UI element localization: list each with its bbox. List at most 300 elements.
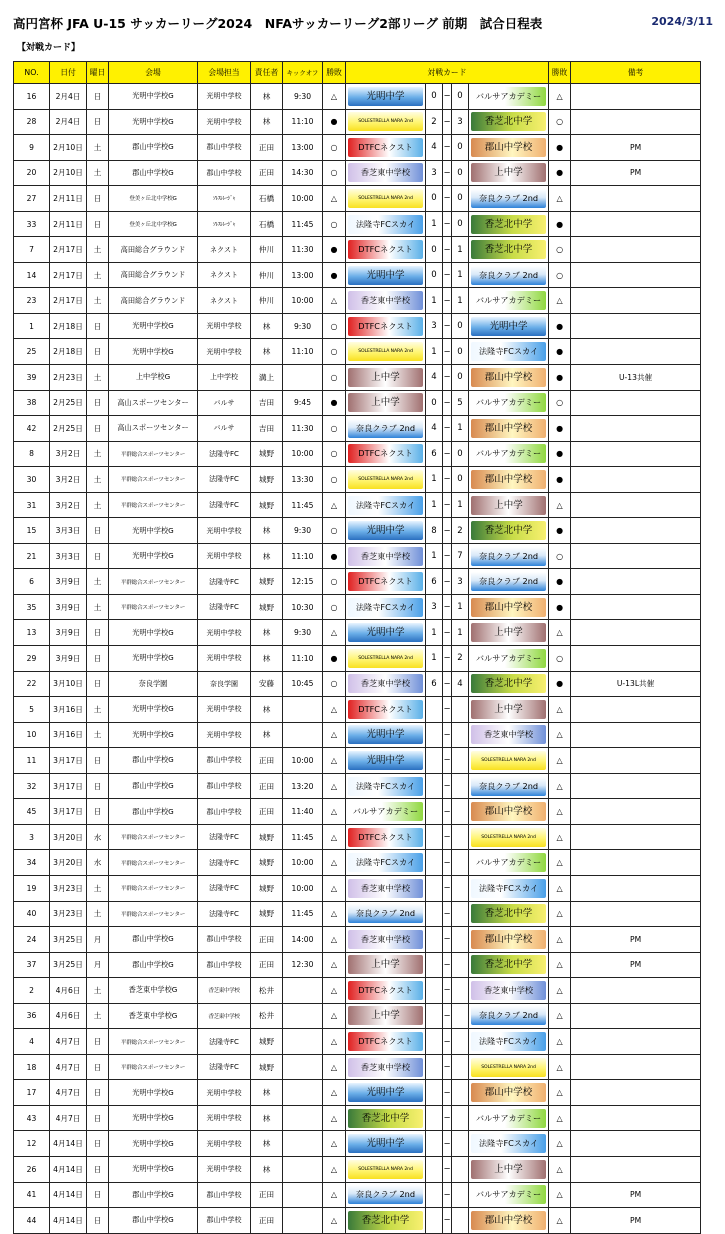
home-team-cell [346,467,426,493]
away-score: 4 [452,671,469,697]
home-result-mark: △ [323,799,346,825]
away-result-mark: △ [549,799,571,825]
away-team-cell [469,646,549,672]
home-score [426,1182,443,1208]
score-separator: − [443,365,452,391]
away-team-cell [469,1054,549,1080]
match-weekday: 土 [87,492,109,518]
responsible-person: 林 [251,84,283,110]
responsible-person: 正田 [251,773,283,799]
home-result-mark: △ [323,1080,346,1106]
match-date: 2月18日 [50,313,87,339]
home-result-mark: △ [323,773,346,799]
match-no: 17 [14,1080,50,1106]
home-team-cell [346,952,426,978]
match-date: 4月7日 [50,1105,87,1131]
home-result-mark: ○ [323,313,346,339]
kickoff-time: 11:45 [283,492,323,518]
match-date: 2月17日 [50,288,87,314]
home-result-mark: ○ [323,365,346,391]
match-date: 2月25日 [50,416,87,442]
away-score [452,875,469,901]
match-note [571,850,701,876]
kickoff-time [283,1182,323,1208]
away-score [452,697,469,723]
away-score: 0 [452,135,469,161]
match-no: 30 [14,467,50,493]
match-weekday: 日 [87,1182,109,1208]
score-separator: − [443,84,452,110]
match-weekday: 日 [87,339,109,365]
away-result-mark: ● [549,671,571,697]
match-row [14,850,701,876]
away-result-mark: △ [549,186,571,212]
match-row [14,390,701,416]
home-team-cell [346,365,426,391]
match-date: 4月6日 [50,1003,87,1029]
responsible-person: 正田 [251,927,283,953]
away-team-cell [469,1029,549,1055]
venue-host: ｿﾚｽﾚﾚｰｼﾞｬ [198,186,251,212]
kickoff-time: 11:45 [283,901,323,927]
away-team-cell [469,416,549,442]
home-team-cell [346,518,426,544]
kickoff-time: 11:10 [283,109,323,135]
match-weekday: 日 [87,186,109,212]
match-row [14,543,701,569]
match-date: 2月10日 [50,160,87,186]
home-score [426,799,443,825]
away-result-mark: △ [549,1029,571,1055]
match-date: 2月4日 [50,109,87,135]
away-score: 7 [452,543,469,569]
away-team-cell [469,160,549,186]
home-result-mark: △ [323,1003,346,1029]
away-score: 0 [452,441,469,467]
match-venue: 平群総合スポーツセンター [109,850,198,876]
match-venue: 郡山中学校G [109,1208,198,1234]
match-no: 1 [14,313,50,339]
venue-host: バルサ [198,416,251,442]
responsible-person: 城野 [251,824,283,850]
match-date: 3月25日 [50,952,87,978]
home-result-mark: △ [323,1182,346,1208]
away-team-cell [469,186,549,212]
venue-host: 香芝東中学校 [198,978,251,1004]
away-team: バルサアカデミー [471,1185,546,1204]
home-result-mark: △ [323,901,346,927]
away-result-mark: ● [549,160,571,186]
away-team-cell [469,748,549,774]
home-team-cell [346,135,426,161]
match-no: 34 [14,850,50,876]
home-result-mark: ○ [323,518,346,544]
match-venue: 平群総合スポーツセンター [109,492,198,518]
away-result-mark: ○ [549,543,571,569]
match-venue: 光明中学校G [109,722,198,748]
away-result-mark: ● [549,594,571,620]
kickoff-time [283,1131,323,1157]
home-score [426,1156,443,1182]
home-score [426,901,443,927]
venue-host: ネクスト [198,262,251,288]
home-result-mark: △ [323,1156,346,1182]
match-no: 36 [14,1003,50,1029]
responsible-person: 林 [251,313,283,339]
home-team: DTFCネクスト [348,700,423,719]
responsible-person: 仲川 [251,288,283,314]
match-row [14,109,701,135]
away-score [452,901,469,927]
score-separator: − [443,1029,452,1055]
away-score: 1 [452,416,469,442]
match-note [571,543,701,569]
match-row [14,313,701,339]
match-no: 27 [14,186,50,212]
away-team: 香芝北中学 [471,955,546,974]
match-date: 4月7日 [50,1080,87,1106]
home-team-cell [346,339,426,365]
match-no: 41 [14,1182,50,1208]
match-no: 13 [14,620,50,646]
home-team-cell [346,748,426,774]
match-row [14,160,701,186]
match-date: 4月6日 [50,978,87,1004]
match-row [14,467,701,493]
match-date: 3月9日 [50,569,87,595]
kickoff-time [283,1208,323,1234]
kickoff-time: 13:30 [283,467,323,493]
home-team-cell [346,773,426,799]
match-date: 2月17日 [50,237,87,263]
home-team-cell [346,211,426,237]
match-row [14,952,701,978]
match-no: 19 [14,875,50,901]
home-team: DTFCネクスト [348,444,423,463]
home-team-cell [346,646,426,672]
match-date: 3月9日 [50,646,87,672]
away-team-cell [469,697,549,723]
score-separator: − [443,416,452,442]
responsible-person: 城野 [251,901,283,927]
match-weekday: 日 [87,1208,109,1234]
away-score: 0 [452,467,469,493]
match-weekday: 日 [87,1029,109,1055]
home-score [426,952,443,978]
away-score: 5 [452,390,469,416]
home-team-cell [346,1105,426,1131]
kickoff-time: 14:00 [283,927,323,953]
match-note [571,748,701,774]
away-team: 郡山中学校 [471,802,546,821]
match-row [14,135,701,161]
match-row [14,288,701,314]
venue-host: 光明中学校 [198,1156,251,1182]
away-team-cell [469,1182,549,1208]
match-note [571,237,701,263]
col-header-weekday: 曜日 [87,62,109,84]
home-team-cell [346,1003,426,1029]
home-team: 香芝東中学校 [348,930,423,949]
match-row [14,646,701,672]
match-no: 29 [14,646,50,672]
home-team: SOLESTRELLA NARA 2nd [348,112,423,131]
match-date: 2月17日 [50,262,87,288]
home-score: 6 [426,671,443,697]
match-no: 20 [14,160,50,186]
home-team-cell [346,671,426,697]
away-team-cell [469,365,549,391]
match-no: 7 [14,237,50,263]
match-note [571,620,701,646]
away-score: 2 [452,646,469,672]
kickoff-time: 11:30 [283,237,323,263]
score-separator: − [443,748,452,774]
responsible-person: 林 [251,646,283,672]
home-team-cell [346,1131,426,1157]
home-score: 4 [426,135,443,161]
home-score: 1 [426,646,443,672]
col-header-result-away: 勝敗 [549,62,571,84]
match-date: 3月9日 [50,594,87,620]
match-row [14,1029,701,1055]
match-venue: 高田総合グラウンド [109,237,198,263]
col-header-matchup: 対戦カード [346,62,549,84]
match-date: 3月16日 [50,697,87,723]
responsible-person: 林 [251,697,283,723]
match-row [14,697,701,723]
match-date: 3月3日 [50,518,87,544]
match-weekday: 土 [87,901,109,927]
score-separator: − [443,850,452,876]
home-result-mark: △ [323,84,346,110]
home-score: 6 [426,569,443,595]
match-note [571,1131,701,1157]
match-venue: 光明中学校G [109,1105,198,1131]
away-team-cell [469,1131,549,1157]
match-weekday: 日 [87,416,109,442]
match-weekday: 日 [87,671,109,697]
home-team: 香芝東中学校 [348,291,423,310]
match-note [571,492,701,518]
venue-host: 郡山中学校 [198,160,251,186]
home-team-cell [346,313,426,339]
kickoff-time: 10:00 [283,850,323,876]
away-result-mark: △ [549,722,571,748]
col-header-venue-host: 会場担当 [198,62,251,84]
away-team: 郡山中学校 [471,1083,546,1102]
home-team: 上中学 [348,1006,423,1025]
home-result-mark: ○ [323,569,346,595]
away-team: バルサアカデミー [471,444,546,463]
venue-host: 法隆寺FC [198,901,251,927]
responsible-person: 吉田 [251,416,283,442]
match-weekday: 日 [87,1080,109,1106]
away-result-mark: ● [549,313,571,339]
responsible-person: 林 [251,1156,283,1182]
away-team-cell [469,620,549,646]
header-row [14,62,701,84]
away-score: 1 [452,262,469,288]
home-team: 香芝北中学 [348,1211,423,1230]
away-score: 1 [452,237,469,263]
match-note: U-13共催 [571,365,701,391]
home-team: 光明中学 [348,521,423,540]
away-team: 郡山中学校 [471,138,546,157]
home-team-cell [346,416,426,442]
away-score: 0 [452,313,469,339]
match-no: 43 [14,1105,50,1131]
match-venue: 上中学校G [109,365,198,391]
score-separator: − [443,1131,452,1157]
kickoff-time [283,978,323,1004]
responsible-person: 林 [251,722,283,748]
home-team: 奈良クラブ 2nd [348,904,423,923]
score-separator: − [443,875,452,901]
match-weekday: 日 [87,211,109,237]
match-note [571,313,701,339]
away-team-cell [469,518,549,544]
home-score: 1 [426,620,443,646]
match-weekday: 月 [87,927,109,953]
kickoff-time: 9:30 [283,620,323,646]
home-result-mark: △ [323,875,346,901]
away-score [452,773,469,799]
home-result-mark: △ [323,288,346,314]
match-note: PM [571,160,701,186]
home-result-mark: ○ [323,211,346,237]
score-separator: − [443,211,452,237]
away-team-cell [469,1156,549,1182]
match-date: 3月17日 [50,773,87,799]
responsible-person: 林 [251,339,283,365]
home-score: 2 [426,109,443,135]
home-score: 4 [426,365,443,391]
home-team: 香芝東中学校 [348,879,423,898]
kickoff-time: 10:00 [283,441,323,467]
responsible-person: 正田 [251,1182,283,1208]
away-team-cell [469,901,549,927]
away-score: 1 [452,594,469,620]
away-team: 上中学 [471,496,546,515]
score-separator: − [443,824,452,850]
match-row [14,773,701,799]
home-team-cell [346,84,426,110]
match-no: 8 [14,441,50,467]
match-note [571,339,701,365]
home-team-cell [346,850,426,876]
away-team: 郡山中学校 [471,598,546,617]
away-result-mark: △ [549,1156,571,1182]
home-team: 光明中学 [348,725,423,744]
home-score: 1 [426,339,443,365]
responsible-person: 正田 [251,160,283,186]
match-venue: 郡山中学校G [109,773,198,799]
match-row [14,875,701,901]
match-row [14,594,701,620]
away-score [452,1182,469,1208]
away-team-cell [469,84,549,110]
venue-host: 光明中学校 [198,1131,251,1157]
match-no: 33 [14,211,50,237]
responsible-person: 仲川 [251,237,283,263]
match-date: 3月20日 [50,824,87,850]
home-score [426,850,443,876]
match-row [14,569,701,595]
match-note [571,518,701,544]
match-no: 11 [14,748,50,774]
away-result-mark: △ [549,697,571,723]
responsible-person: 正田 [251,799,283,825]
match-no: 26 [14,1156,50,1182]
away-result-mark: △ [549,1182,571,1208]
away-result-mark: ○ [549,262,571,288]
away-team: 奈良クラブ 2nd [471,777,546,796]
score-separator: − [443,441,452,467]
document-date: 2024/3/11 [651,15,713,28]
away-team: SOLESTRELLA NARA 2nd [471,828,546,847]
match-no: 23 [14,288,50,314]
home-score [426,1131,443,1157]
away-score: 1 [452,620,469,646]
schedule-table [13,61,701,1234]
home-score [426,927,443,953]
match-venue: 光明中学校G [109,518,198,544]
match-no: 21 [14,543,50,569]
match-date: 3月2日 [50,492,87,518]
away-team: 香芝北中学 [471,240,546,259]
home-score: 8 [426,518,443,544]
match-venue: 平群総合スポーツセンター [109,441,198,467]
match-note [571,569,701,595]
match-weekday: 土 [87,594,109,620]
match-note [571,1156,701,1182]
match-no: 5 [14,697,50,723]
match-weekday: 土 [87,697,109,723]
match-date: 2月10日 [50,135,87,161]
away-team-cell [469,875,549,901]
match-note [571,441,701,467]
responsible-person: 林 [251,543,283,569]
venue-host: 光明中学校 [198,646,251,672]
venue-host: 光明中学校 [198,84,251,110]
responsible-person: 城野 [251,594,283,620]
home-result-mark: ● [323,646,346,672]
away-score [452,952,469,978]
match-weekday: 日 [87,773,109,799]
match-no: 4 [14,1029,50,1055]
score-separator: − [443,901,452,927]
match-venue: 登美ヶ丘北中学校G [109,211,198,237]
venue-host: 光明中学校 [198,1080,251,1106]
score-separator: − [443,646,452,672]
match-venue: 光明中学校G [109,697,198,723]
match-note [571,1003,701,1029]
match-no: 37 [14,952,50,978]
home-score [426,697,443,723]
match-no: 15 [14,518,50,544]
kickoff-time: 13:20 [283,773,323,799]
match-row [14,620,701,646]
home-team: DTFCネクスト [348,138,423,157]
home-team: SOLESTRELLA NARA 2nd [348,342,423,361]
kickoff-time [283,1156,323,1182]
kickoff-time [283,1080,323,1106]
score-separator: − [443,518,452,544]
home-result-mark: ○ [323,416,346,442]
match-date: 2月25日 [50,390,87,416]
match-note: PM [571,135,701,161]
